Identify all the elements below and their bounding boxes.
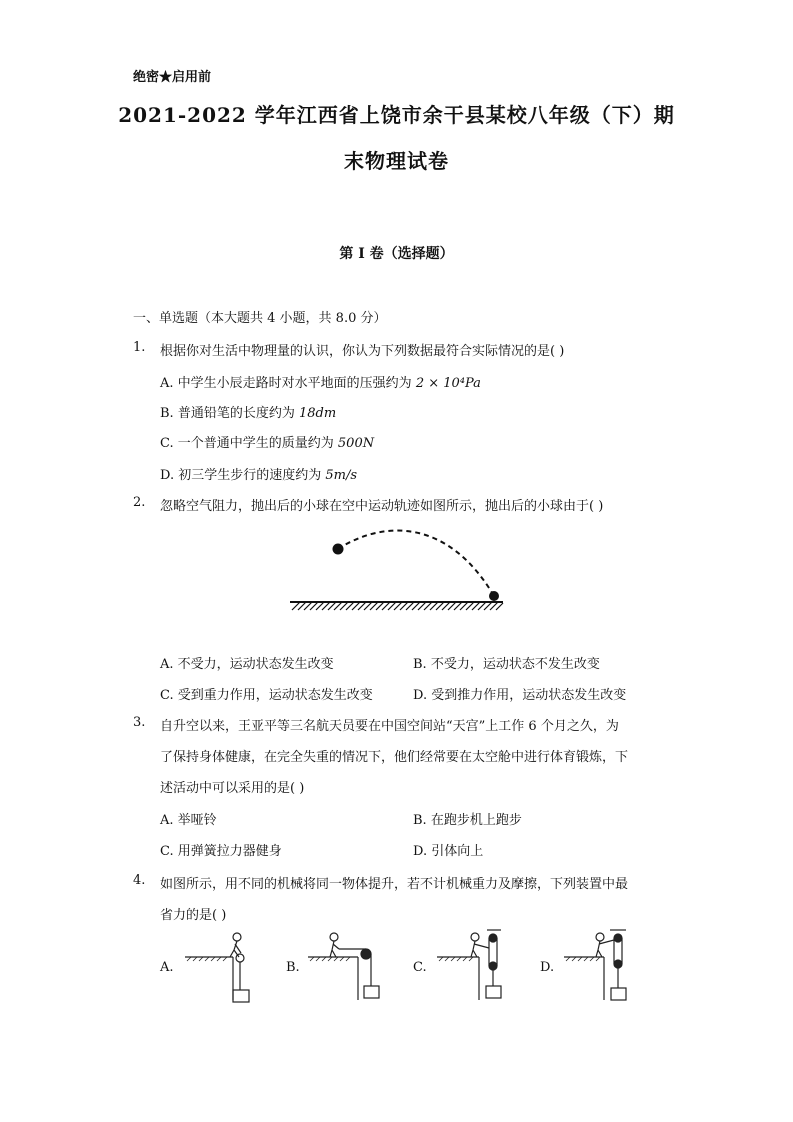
exam-title-line-1: 2021-2022 学年江西省上饶市余干县某校八年级（下）期 xyxy=(118,103,675,127)
option-math: 2 × 10⁴Pa xyxy=(415,376,481,391)
ball-landing xyxy=(489,591,499,601)
option-math: 500N xyxy=(337,436,375,451)
option-math: 5m/s xyxy=(325,468,358,483)
option-letter: D. xyxy=(413,844,428,859)
projectile-trajectory-figure xyxy=(288,528,508,616)
option-c-letter: C. xyxy=(413,960,427,975)
option-letter: B. xyxy=(160,406,174,421)
question-text-line-2: 了保持身体健康，在完全失重的情况下，他们经常要在太空舱中进行体育锻炼，下 xyxy=(160,750,629,765)
option-a xyxy=(160,653,334,672)
option-letter: C. xyxy=(160,844,174,859)
option-text: 不受力，运动状态发生改变 xyxy=(177,657,334,672)
question-text-line-1: 如图所示，用不同的机械将同一物体提升，若不计机械重力及摩擦，下列装置中最 xyxy=(160,877,629,892)
question-text: 忽略空气阻力，抛出后的小球在空中运动轨迹如图所示，抛出后的小球由于( ) xyxy=(160,499,604,514)
option-a xyxy=(160,809,217,828)
option-text: 受到推力作用，运动状态发生改变 xyxy=(431,688,627,703)
option-b xyxy=(160,402,336,421)
option-letter: D. xyxy=(413,688,428,703)
question-text: 根据你对生活中物理量的认识，你认为下列数据最符合实际情况的是( ) xyxy=(160,344,565,359)
option-c xyxy=(160,684,373,703)
machine-d-figure xyxy=(562,928,642,1006)
option-letter: D. xyxy=(160,468,175,483)
option-d xyxy=(413,684,626,703)
question-text-line-2: 省力的是( ) xyxy=(160,908,227,923)
part-heading: 第 I 卷（选择题） xyxy=(339,246,454,262)
option-d xyxy=(160,464,357,483)
option-c xyxy=(160,840,282,859)
option-b-letter: B. xyxy=(286,960,300,975)
option-letter: B. xyxy=(413,813,427,828)
option-text: 受到重力作用，运动状态发生改变 xyxy=(177,688,373,703)
question-number: 1. xyxy=(133,340,146,355)
option-text: 中学生小辰走路时对水平地面的压强约为 xyxy=(177,376,416,391)
ground-hatching xyxy=(292,602,503,610)
trajectory-curve xyxy=(338,531,494,596)
option-b xyxy=(413,809,522,828)
option-math: 18dm xyxy=(298,406,337,421)
question-number: 4. xyxy=(133,873,146,888)
option-text: 普通铅笔的长度约为 xyxy=(177,406,299,421)
section-heading: 一、单选题（本大题共 4 小题，共 8.0 分） xyxy=(133,311,387,326)
machine-b-figure xyxy=(306,928,386,1006)
option-d xyxy=(413,840,483,859)
option-letter: A. xyxy=(160,813,174,828)
option-text: 初三学生步行的速度约为 xyxy=(178,468,326,483)
option-text: 在跑步机上跑步 xyxy=(430,813,522,828)
option-text: 不受力，运动状态不发生改变 xyxy=(430,657,600,672)
option-text: 用弹簧拉力器健身 xyxy=(177,844,282,859)
option-letter: C. xyxy=(160,436,174,451)
option-letter: C. xyxy=(160,688,174,703)
exam-title-line-2: 末物理试卷 xyxy=(344,149,449,173)
option-b xyxy=(413,653,600,672)
option-text: 一个普通中学生的质量约为 xyxy=(177,436,338,451)
question-number: 2. xyxy=(133,495,146,510)
question-text-line-1: 自升空以来，王亚平等三名航天员要在中国空间站“天宫”上工作 6 个月之久，为 xyxy=(160,719,619,734)
option-letter: B. xyxy=(413,657,427,672)
confidential-label: 绝密★启用前 xyxy=(133,70,212,85)
option-text: 举哑铃 xyxy=(177,813,217,828)
option-d-letter: D. xyxy=(540,960,555,975)
machine-a-figure xyxy=(183,928,263,1006)
option-c xyxy=(160,432,374,451)
machine-c-figure xyxy=(435,928,515,1006)
question-number: 3. xyxy=(133,715,146,730)
option-letter: A. xyxy=(160,657,174,672)
option-letter: A. xyxy=(160,376,174,391)
question-text-line-3: 述活动中可以采用的是( ) xyxy=(160,781,305,796)
option-a-letter: A. xyxy=(160,960,174,975)
option-a xyxy=(160,372,481,391)
option-text: 引体向上 xyxy=(431,844,484,859)
